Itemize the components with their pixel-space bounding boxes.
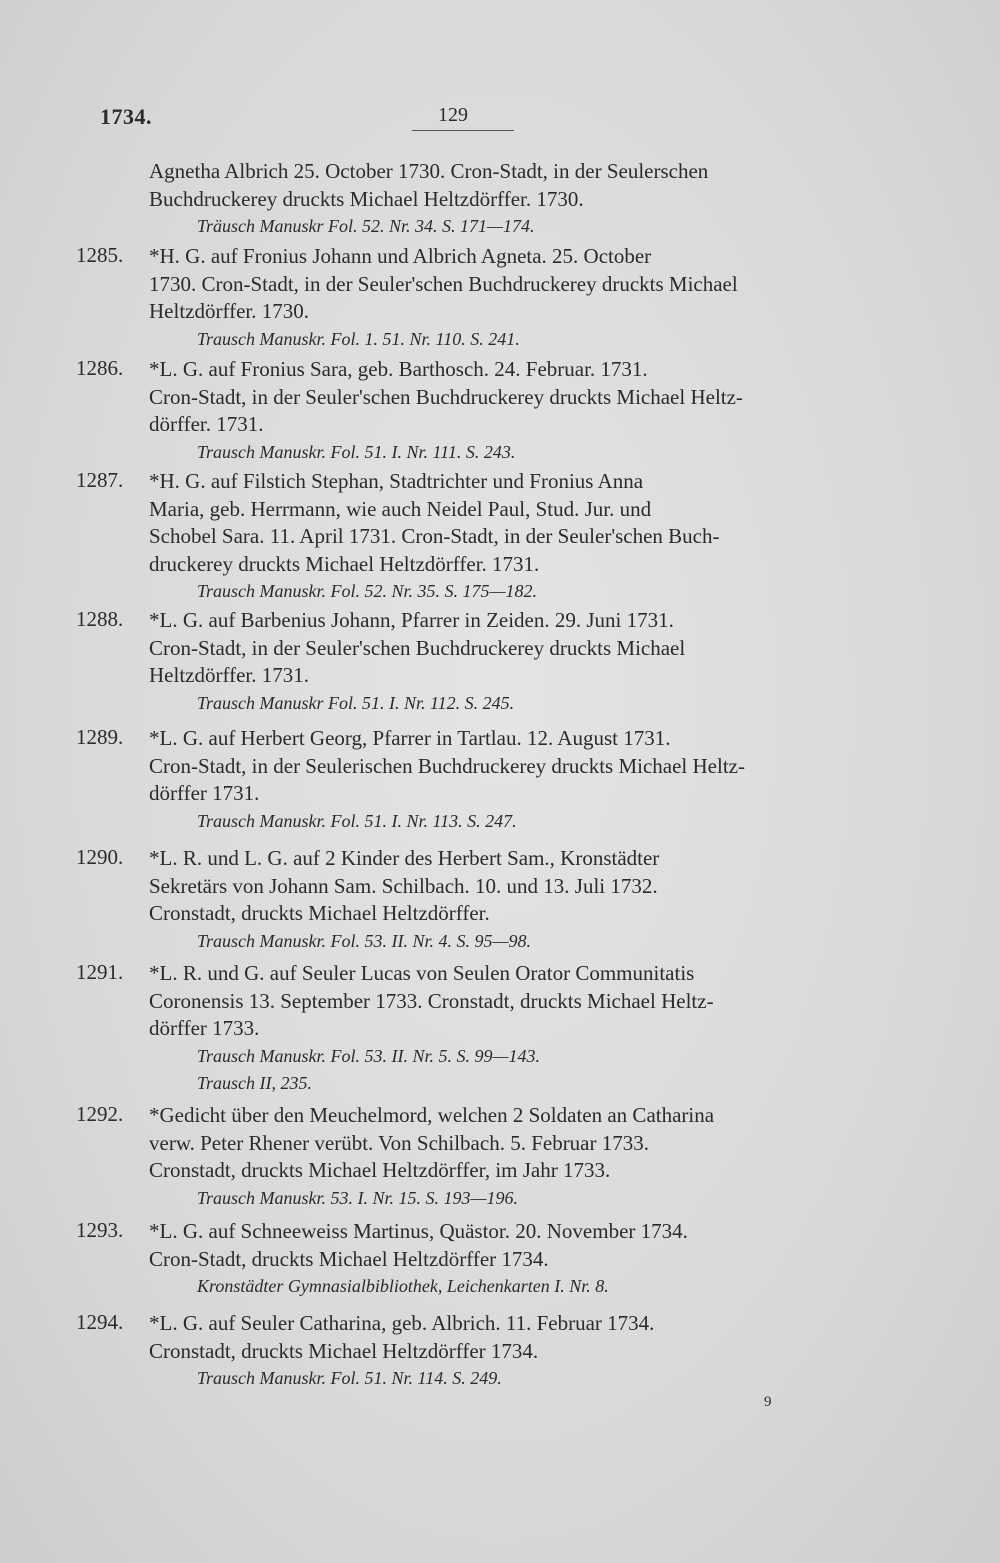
entry-line: *L. G. auf Schneeweiss Martinus, Quästor. 20. November 1734.	[149, 1219, 688, 1243]
entry-line: *L. G. auf Fronius Sara, geb. Barthosch. 24. Februar. 1731.	[149, 357, 648, 381]
entry-text	[149, 1310, 839, 1392]
entry-source: Trausch II, 235.	[197, 1072, 313, 1093]
entry-number: 1287.	[76, 468, 124, 492]
entry-source: Trausch Manuskr. Fol. 1. 51. Nr. 110. S. 241.	[197, 328, 520, 349]
entry-line: verw. Peter Rhener verübt. Von Schilbach. 5. Februar 1733.	[149, 1130, 650, 1155]
entry-line: *L. G. auf Seuler Catharina, geb. Albrich. 11. Februar 1734.	[149, 1311, 655, 1335]
header-year: 1734.	[100, 104, 152, 129]
entry-line: *L. G. auf Barbenius Johann, Pfarrer in Zeiden. 29. Juni 1731.	[149, 608, 674, 632]
entry-line: Coronensis 13. September 1733. Cronstadt, druckts Michael Heltz-	[149, 988, 714, 1013]
entry-line: Sekretärs von Johann Sam. Schilbach. 10. und 13. Juli 1732.	[149, 873, 658, 898]
entry-text	[149, 468, 839, 605]
entry-line: Cron-Stadt, in der Seuler'schen Buchdruckerey druckts Michael	[149, 635, 686, 660]
entry-text	[149, 1102, 839, 1212]
entry-line: Agnetha Albrich 25. October 1730. Cron-Stadt, in der Seulerschen	[149, 159, 709, 183]
entry-line: Cron-Stadt, druckts Michael Heltzdörffer 1734.	[149, 1246, 549, 1271]
entry-text	[149, 243, 839, 353]
entry-line: Cronstadt, druckts Michael Heltzdörffer, im Jahr 1733.	[149, 1158, 611, 1182]
entry-number: 1293.	[76, 1218, 124, 1242]
entry-line: Schobel Sara. 11. April 1731. Cron-Stadt, in der Seuler'schen Buch-	[149, 524, 720, 548]
entry-line: druckerey druckts Michael Heltzdörffer. 1731.	[149, 551, 540, 576]
signature-mark: 9	[764, 1394, 772, 1410]
entry-line: Maria, geb. Herrmann, wie auch Neidel Paul, Stud. Jur. und	[149, 496, 652, 521]
entry-line: Cronstadt, druckts Michael Heltzdörffer 1734.	[149, 1338, 539, 1363]
entry-line: *L. G. auf Herbert Georg, Pfarrer in Tartlau. 12. August 1731.	[149, 726, 671, 750]
entry-number: 1290.	[76, 845, 124, 869]
entry-number: 1286.	[76, 356, 124, 380]
entry-line: *H. G. auf Fronius Johann und Albrich Agneta. 25. October	[149, 244, 652, 268]
entry-line: Buchdruckerey druckts Michael Heltzdörffer. 1730.	[149, 186, 584, 211]
header-rule	[412, 130, 514, 131]
entry-line: Heltzdörffer. 1730.	[149, 299, 309, 323]
entry-source: Trausch Manuskr. Fol. 53. II. Nr. 5. S. 99—143.	[197, 1045, 541, 1066]
entry-source: Trausch Manuskr. Fol. 51. Nr. 114. S. 249.	[197, 1368, 502, 1388]
entry-source: Trausch Manuskr. 53. I. Nr. 15. S. 193—196.	[197, 1187, 519, 1208]
entry-line: *L. R. und G. auf Seuler Lucas von Seulen Orator Communitatis	[149, 961, 695, 985]
page-number: 129	[438, 104, 468, 126]
entry-line: Heltzdörffer. 1731.	[149, 663, 309, 687]
entry-source: Kronstädter Gymnasialbibliothek, Leichenkarten I. Nr. 8.	[197, 1276, 609, 1296]
entry-line: Cron-Stadt, in der Seuler'schen Buchdruckerey druckts Michael Heltz-	[149, 384, 743, 409]
entry-source: Träusch Manuskr Fol. 52. Nr. 34. S. 171—174.	[197, 216, 535, 236]
entry-source: Trausch Manuskr. Fol. 52. Nr. 35. S. 175—182.	[197, 581, 538, 601]
entry-source: Trausch Manuskr. Fol. 51. I. Nr. 111. S. 243.	[197, 441, 516, 462]
entry-number: 1291.	[76, 960, 124, 984]
entry-number: 1285.	[76, 243, 124, 267]
entry-source: Trausch Manuskr Fol. 51. I. Nr. 112. S. 245.	[197, 692, 515, 713]
entry-text	[149, 960, 839, 1097]
entry-number: 1289.	[76, 725, 124, 749]
entry-line: dörffer 1733.	[149, 1016, 260, 1040]
entry-text	[149, 607, 839, 717]
entry-text	[149, 845, 839, 955]
entry-line: *Gedicht über den Meuchelmord, welchen 2 Soldaten an Catharina	[149, 1103, 715, 1127]
entry-source: Trausch Manuskr. Fol. 53. II. Nr. 4. S. 95—98.	[197, 930, 532, 951]
entry-source: Trausch Manuskr. Fol. 51. I. Nr. 113. S. 247.	[197, 810, 517, 831]
entry-text	[149, 158, 839, 240]
entry-number: 1292.	[76, 1102, 124, 1126]
entry-number: 1288.	[76, 607, 124, 631]
entry-line: *H. G. auf Filstich Stephan, Stadtrichter und Fronius Anna	[149, 469, 644, 493]
entry-line: dörffer 1731.	[149, 781, 260, 805]
entry-text	[149, 1218, 839, 1300]
entry-line: 1730. Cron-Stadt, in der Seuler'schen Buchdruckerey druckts Michael	[149, 271, 738, 296]
entry-line: dörffer. 1731.	[149, 412, 264, 436]
entry-line: Cron-Stadt, in der Seulerischen Buchdruckerey druckts Michael Heltz-	[149, 753, 745, 778]
entry-text	[149, 356, 839, 466]
entry-line: *L. R. und L. G. auf 2 Kinder des Herbert Sam., Kronstädter	[149, 846, 660, 870]
entry-text	[149, 725, 839, 835]
entry-line: Cronstadt, druckts Michael Heltzdörffer.	[149, 901, 490, 925]
entry-number: 1294.	[76, 1310, 124, 1334]
